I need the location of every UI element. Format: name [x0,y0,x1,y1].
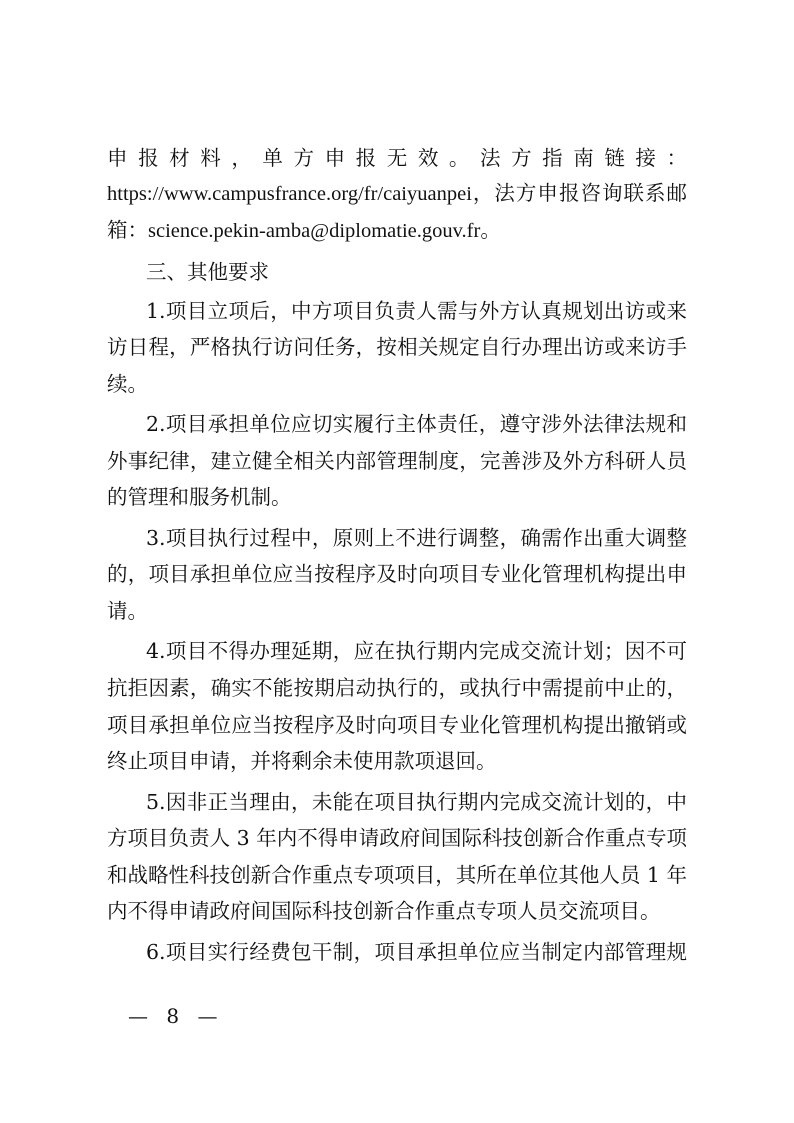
text-line-18: 5.因非正当理由，未能在项目执行期内完成交流计划的，中 [146,790,687,814]
text-line-16: 项目承担单位应当按程序及时向项目专业化管理机构提出撤销或 [107,713,687,737]
text-line-22: 6.项目实行经费包干制，项目承担单位应当制定内部管理规 [146,940,687,964]
text-line-20: 和战略性科技创新合作重点专项项目，其所在单位其他人员 1 年 [107,863,687,887]
text-line-8: 2.项目承担单位应切实履行主体责任，遵守涉外法律法规和 [146,412,687,436]
text-line-15: 抗拒因素，确实不能按期启动执行的，或执行中需提前中止的， [107,676,687,700]
text-line-10: 的管理和服务机制。 [107,485,292,509]
text-line-13: 请。 [107,599,148,623]
text-line-5: 1.项目立项后，中方项目负责人需与外方认真规划出访或来 [146,299,687,323]
page-number: — 8 — [128,1004,224,1028]
text-line-17: 终止项目申请，并将剩余未使用款项退回。 [107,749,497,773]
text-line-9: 外事纪律，建立健全相关内部管理制度，完善涉及外方科研人员 [107,449,687,473]
text-line-2: https://www.campusfrance.org/fr/caiyuanpei，法方申报咨询联系邮 [107,183,687,205]
text-line-21: 内不得申请政府间国际科技创新合作重点专项人员交流项目。 [107,899,661,923]
section-heading: 三、其他要求 [146,260,269,284]
text-line-6: 访日程，严格执行访问任务，按相关规定自行办理出访或来访手 [107,335,687,359]
text-line-14: 4.项目不得办理延期，应在执行期内完成交流计划；因不可 [146,639,687,663]
text-line-1: 申 报 材 料 ， 单 方 申 报 无 效 。 法 方 指 南 链 接 ： [107,146,687,170]
text-line-19: 方项目负责人 3 年内不得申请政府间国际科技创新合作重点专项 [107,826,687,850]
text-line-3: 箱：science.pekin-amba@diplomatie.gouv.fr。 [107,220,501,242]
text-line-12: 的，项目承担单位应当按程序及时向项目专业化管理机构提出申 [107,562,687,586]
text-line-7: 续。 [107,372,148,396]
text-line-11: 3.项目执行过程中，原则上不进行调整，确需作出重大调整 [146,526,687,550]
